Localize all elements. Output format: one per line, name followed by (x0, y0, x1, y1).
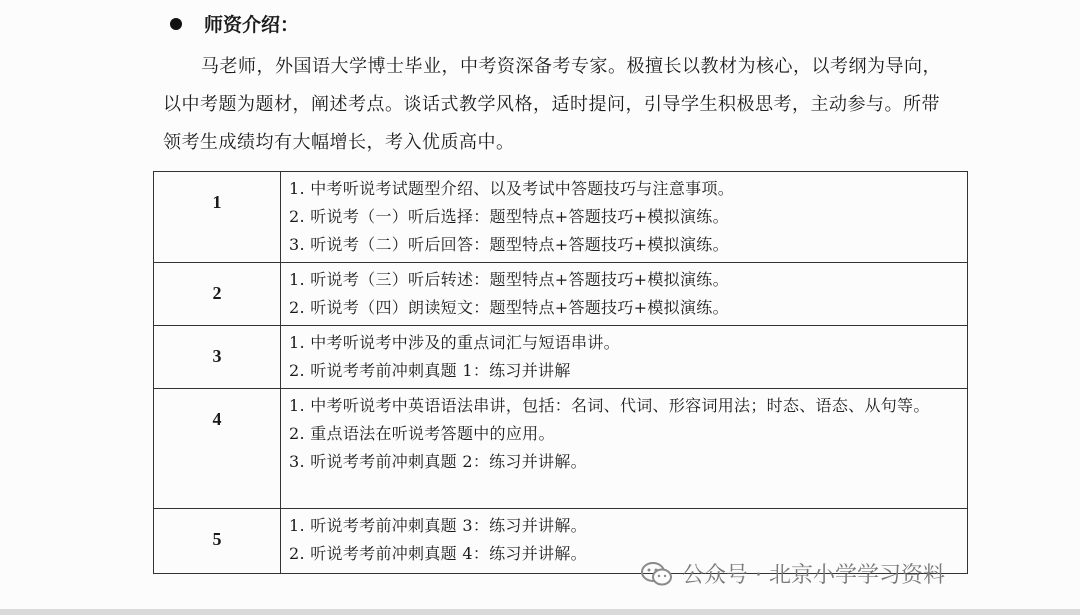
watermark-text: 公众号 · 北京小学学习资料 (682, 563, 945, 588)
list-item: 3. 听说考（二）听后回答：题型特点+答题技巧+模拟演练。 (289, 235, 729, 254)
session-content (281, 263, 968, 326)
session-number: 1 (154, 172, 281, 263)
list-item: 2. 重点语法在听说考答题中的应用。 (289, 424, 555, 443)
session-content (281, 326, 968, 389)
table-row (154, 326, 968, 389)
list-item: 1. 听说考（三）听后转述：题型特点+答题技巧+模拟演练。 (289, 270, 729, 289)
wechat-icon (640, 560, 674, 588)
table-row (154, 389, 968, 509)
list-item: 2. 听说考（一）听后选择：题型特点+答题技巧+模拟演练。 (289, 207, 729, 226)
table-row (154, 172, 968, 263)
list-item: 2. 听说考考前冲刺真题 4：练习并讲解。 (289, 544, 587, 563)
session-number: 5 (154, 509, 281, 574)
schedule-table (153, 171, 968, 574)
session-content (281, 172, 968, 263)
session-number: 3 (154, 326, 281, 389)
list-item: 1. 中考听说考试题型介绍、以及考试中答题技巧与注意事项。 (289, 179, 735, 198)
teacher-intro: 马老师，外国语大学博士毕业，中考资深备考专家。极擅长以教材为核心，以考纲为导向，以中考题为题材，阐述考点。谈话式教学风格，适时提问，引导学生积极思考，主动参与。所带领考生成绩均有大幅增长，考入优质高中。 (163, 56, 941, 153)
session-number: 2 (154, 263, 281, 326)
list-item: 2. 听说考（四）朗读短文：题型特点+答题技巧+模拟演练。 (289, 298, 729, 317)
list-item: 2. 听说考考前冲刺真题 1：练习并讲解 (289, 361, 571, 380)
session-number: 4 (154, 389, 281, 509)
section-heading (170, 10, 299, 37)
table-row (154, 263, 968, 326)
list-item: 1. 听说考考前冲刺真题 3：练习并讲解。 (289, 516, 587, 535)
watermark (640, 558, 945, 589)
list-item: 1. 中考听说考中英语语法串讲，包括：名词、代词、形容词用法；时态、语态、从句等。 (289, 396, 930, 415)
heading-title: 师资介绍： (204, 14, 300, 36)
list-item: 1. 中考听说考中涉及的重点词汇与短语串讲。 (289, 333, 620, 352)
bullet-icon (170, 18, 182, 30)
bottom-bar (0, 609, 1080, 615)
session-content (281, 389, 968, 509)
list-item: 3. 听说考考前冲刺真题 2：练习并讲解。 (289, 452, 587, 471)
